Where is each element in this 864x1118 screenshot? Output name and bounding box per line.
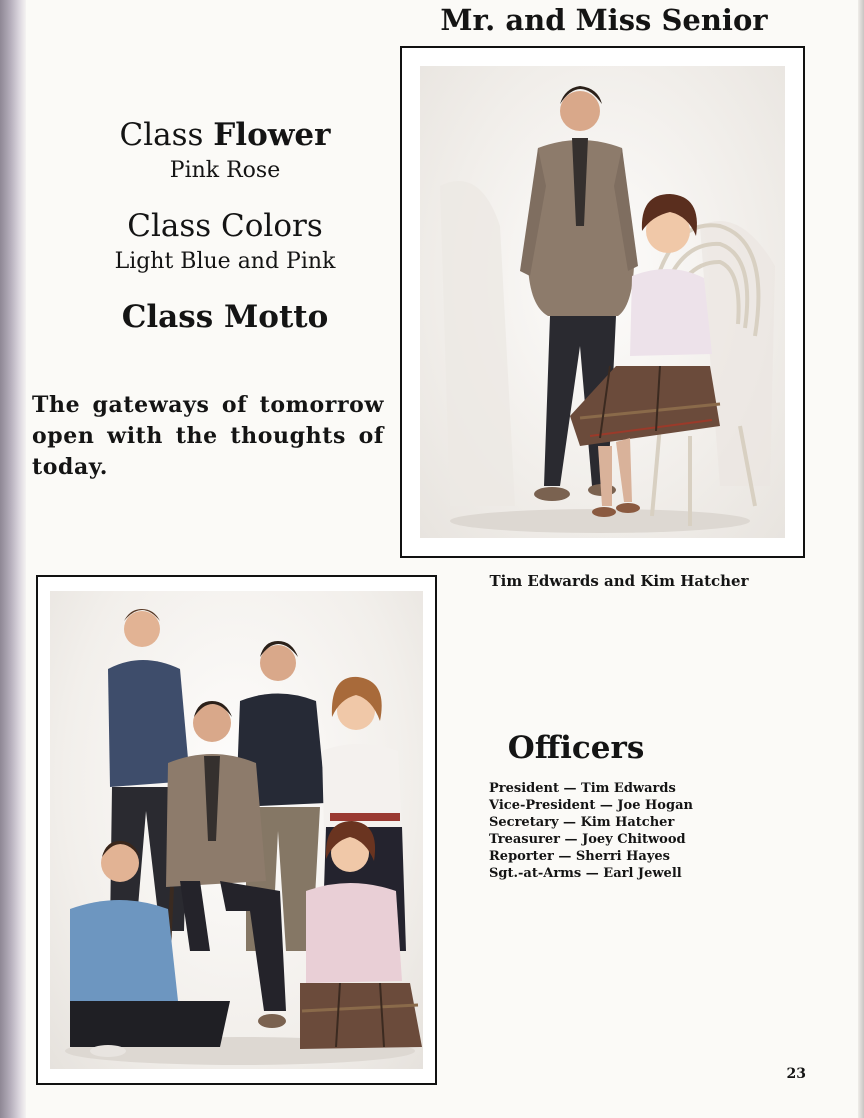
page-title: Mr. and Miss Senior [440, 3, 768, 37]
page-number: 23 [786, 1066, 806, 1082]
officer-treasurer: Treasurer — Joey Chitwood [489, 832, 686, 847]
mr-miss-senior-photo-frame [400, 46, 805, 558]
class-colors-block [60, 209, 390, 274]
class-motto-text: The gateways of tomorrow open with the thoughts of today. [32, 392, 384, 480]
officers-list [489, 780, 693, 882]
mr-miss-senior-photo [420, 66, 785, 538]
class-colors-value: Light Blue and Pink [114, 248, 336, 274]
officer-president: President — Tim Edwards [489, 781, 676, 796]
page-edge [858, 0, 864, 1118]
officer-sgt-at-arms: Sgt.-at-Arms — Earl Jewell [489, 866, 682, 881]
class-motto-heading: Class Motto [121, 298, 329, 335]
class-flower-block [60, 118, 390, 183]
class-colors-heading: Class Colors [127, 207, 323, 244]
mr-miss-senior-illustration [420, 66, 785, 538]
officers-illustration [50, 591, 423, 1069]
officers-photo [50, 591, 423, 1069]
class-motto-block [60, 300, 390, 336]
class-info [60, 118, 390, 362]
class-flower-heading [60, 118, 390, 154]
officers-photo-frame [36, 575, 437, 1085]
officer-vice-president: Vice-President — Joe Hogan [489, 798, 693, 813]
class-flower-heading-word1: Class [119, 117, 204, 153]
mr-miss-senior-caption: Tim Edwards and Kim Hatcher [489, 572, 749, 590]
page-binding-shadow [0, 0, 26, 1118]
class-flower-value: Pink Rose [169, 157, 281, 183]
officers-heading: Officers [507, 730, 645, 766]
officer-secretary: Secretary — Kim Hatcher [489, 815, 675, 830]
officer-reporter: Reporter — Sherri Hayes [489, 849, 670, 864]
class-flower-heading-word2: Flower [213, 117, 331, 153]
